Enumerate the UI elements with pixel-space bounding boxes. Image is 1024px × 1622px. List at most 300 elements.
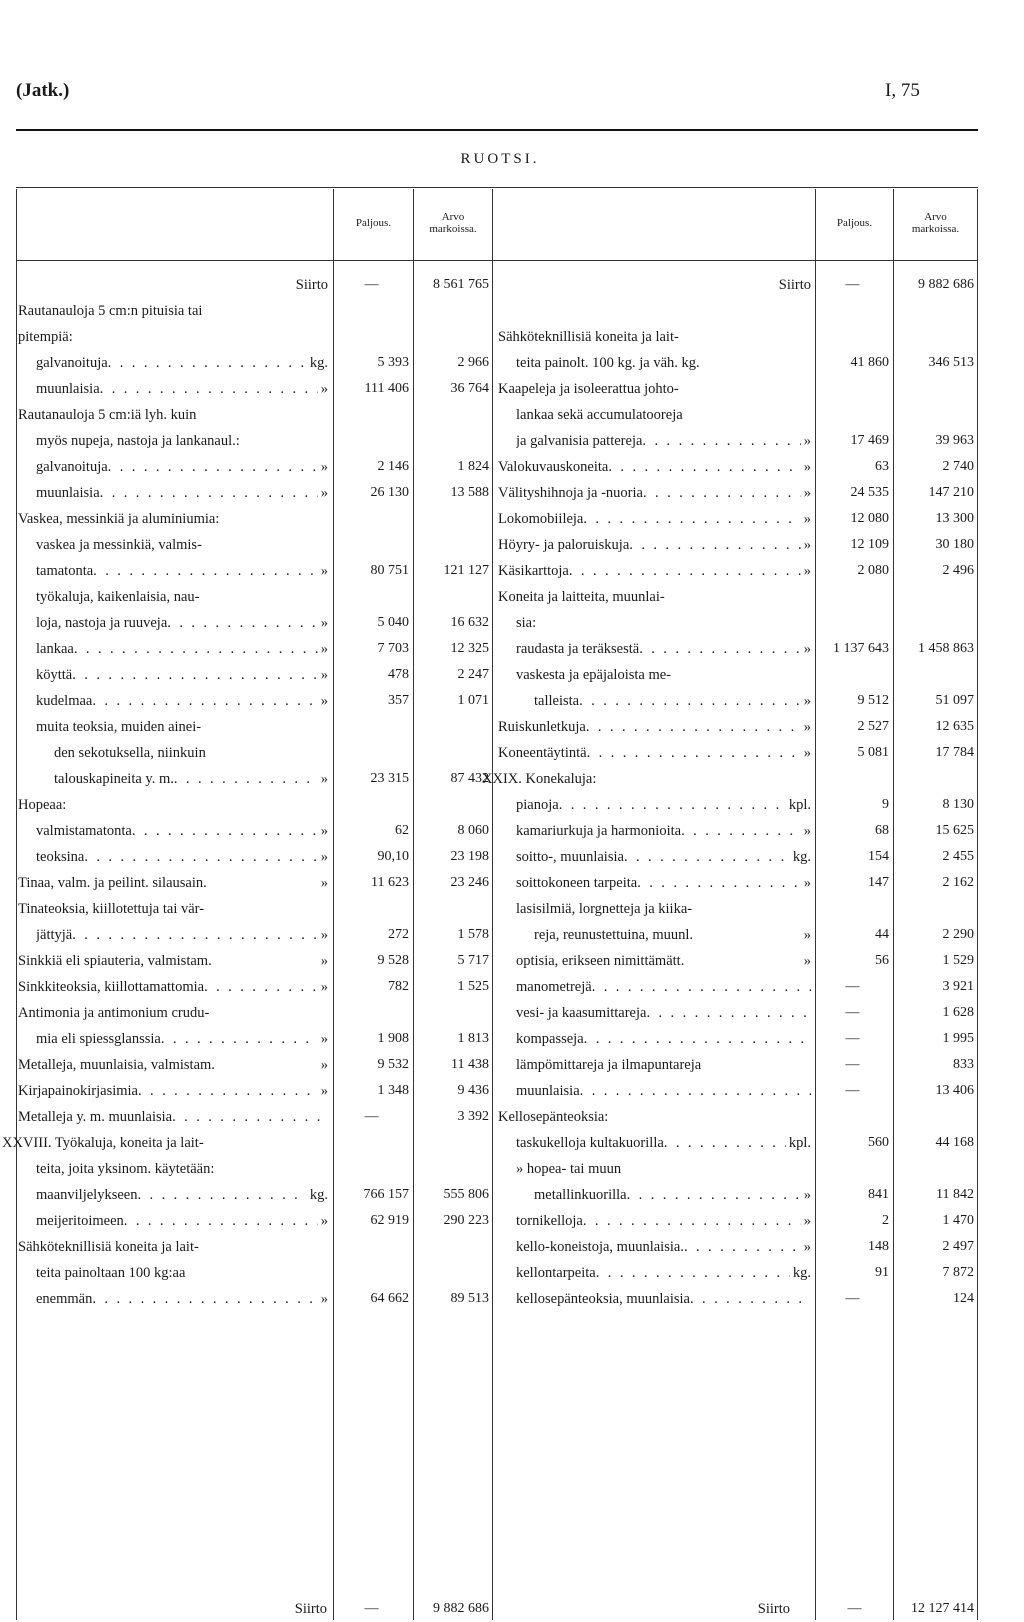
item-label: kompasseja — [516, 1031, 584, 1047]
unit-label: » — [803, 485, 811, 501]
quantity-cell: — — [845, 1291, 860, 1306]
item-label: Metalleja y. m. muunlaisia — [18, 1109, 173, 1125]
dot-leader — [596, 1260, 790, 1286]
item-label: lankaa sekä accumulatooreja — [516, 407, 683, 423]
unit-label: » — [320, 563, 328, 579]
unit-label: kg. — [792, 849, 811, 865]
table-row — [0, 532, 1000, 558]
unit-label: » — [803, 537, 811, 553]
table-row — [0, 688, 1000, 714]
item-label: lämpömittareja ja ilmapuntareja — [516, 1057, 702, 1073]
dot-leader — [681, 818, 801, 844]
rule-under-title — [16, 187, 978, 188]
value-cell: 13 588 — [450, 485, 489, 500]
item-label: ja galvanisia pattereja — [516, 433, 643, 449]
item-label: tamatonta — [36, 563, 94, 579]
top-rule — [16, 129, 978, 131]
dot-leader — [642, 428, 800, 454]
unit-label: » — [320, 927, 328, 943]
item-label: teita painolt. 100 kg. ja väh. kg. — [516, 355, 700, 371]
quantity-cell: — — [845, 1031, 860, 1046]
column-header-quantity-right: Paljous. — [836, 216, 873, 229]
quantity-cell: — — [845, 1083, 860, 1098]
table-row — [0, 1234, 1000, 1260]
item-label: Käsikarttoja — [498, 563, 569, 579]
value-cell: 2 740 — [942, 459, 974, 474]
unit-label: » — [320, 771, 328, 787]
value-cell: 2 496 — [942, 563, 974, 578]
value-cell: 1 995 — [942, 1031, 974, 1046]
quantity-cell: 9 532 — [377, 1057, 409, 1072]
quantity-cell: 782 — [388, 979, 409, 994]
quantity-cell: — — [364, 277, 379, 292]
unit-label: kg. — [309, 1187, 328, 1203]
item-label: galvanoituja — [36, 459, 108, 475]
unit-label: » — [803, 563, 811, 579]
quantity-cell: 272 — [388, 927, 409, 942]
table-row — [0, 1208, 1000, 1234]
value-cell: 12 635 — [935, 719, 974, 734]
item-label: Kellosepänteoksia: — [498, 1109, 609, 1125]
value-cell: 16 632 — [450, 615, 489, 630]
dot-leader — [583, 1208, 801, 1234]
item-label: Sähköteknillisiä koneita ja lait- — [498, 329, 679, 345]
value-cell: 147 210 — [928, 485, 974, 500]
dot-leader — [624, 844, 790, 870]
table-row — [0, 974, 1000, 1000]
table-row — [0, 1130, 1000, 1156]
value-cell: 2 290 — [942, 927, 974, 942]
unit-label: » — [803, 433, 811, 449]
quantity-cell: 147 — [868, 875, 889, 890]
quantity-cell: 41 860 — [850, 355, 889, 370]
dot-leader — [627, 1182, 801, 1208]
item-label: maanviljelykseen — [36, 1187, 138, 1203]
item-label: raudasta ja teräksestä — [516, 641, 640, 657]
unit-label: » — [320, 823, 328, 839]
table-row — [0, 610, 1000, 636]
item-label: kellosepänteoksia, muunlaisia — [516, 1291, 690, 1307]
quantity-cell: 2 527 — [857, 719, 889, 734]
item-label: Sähköteknillisiä koneita ja lait- — [18, 1239, 199, 1255]
unit-label: » — [803, 511, 811, 527]
item-label: teoksina — [36, 849, 85, 865]
value-cell: 36 764 — [450, 381, 489, 396]
value-cell: 9 882 686 — [918, 277, 974, 292]
unit-label: » — [803, 927, 811, 943]
unit-label: » — [320, 459, 328, 475]
dot-leader — [579, 688, 801, 714]
item-label: pianoja — [516, 797, 559, 813]
quantity-cell: 26 130 — [370, 485, 409, 500]
value-cell: 1 578 — [457, 927, 489, 942]
value-cell: 15 625 — [935, 823, 974, 838]
unit-label: » — [803, 719, 811, 735]
value-cell: 555 806 — [443, 1187, 489, 1202]
unit-label: » — [803, 459, 811, 475]
value-cell: 11 438 — [451, 1057, 489, 1072]
value-cell: 9 436 — [457, 1083, 489, 1098]
value-cell: 39 963 — [935, 433, 974, 448]
table-row — [0, 1026, 1000, 1052]
unit-label: » — [803, 953, 811, 969]
dot-leader — [584, 1026, 811, 1052]
item-label: Rautanauloja 5 cm:iä lyh. kuin — [18, 407, 197, 423]
right-carry-over-row — [0, 1596, 1000, 1622]
item-label: Höyry- ja paloruiskuja — [498, 537, 630, 553]
item-label: soitto-, muunlaisia — [516, 849, 624, 865]
item-label: myös nupeja, nastoja ja lankanaul.: — [36, 433, 240, 449]
table-row — [0, 662, 1000, 688]
value-cell: 1 824 — [457, 459, 489, 474]
item-label: kamariurkuja ja harmonioita — [516, 823, 682, 839]
value-cell: 1 470 — [942, 1213, 974, 1228]
item-label: kello-koneistoja, muunlaisia. — [516, 1239, 684, 1255]
quantity-cell: — — [364, 1109, 379, 1124]
value-cell: 13 406 — [935, 1083, 974, 1098]
item-label: » hopea- tai muun — [516, 1161, 622, 1177]
item-label: työkaluja, kaikenlaisia, nau- — [36, 589, 200, 605]
item-label: tornikelloja — [516, 1213, 583, 1229]
quantity-cell: 90,10 — [377, 849, 409, 864]
page-header-left: (Jatk.) — [16, 80, 70, 101]
table-row — [0, 1182, 1000, 1208]
value-cell: 87 432 — [450, 771, 489, 786]
page-number: I, 75 — [885, 80, 920, 101]
quantity-cell: 68 — [875, 823, 889, 838]
quantity-cell: — — [845, 979, 860, 994]
quantity-cell: 1 908 — [377, 1031, 409, 1046]
table-row — [0, 818, 1000, 844]
item-label: loja, nastoja ja ruuveja — [36, 615, 168, 631]
table-row — [0, 792, 1000, 818]
table-row — [0, 298, 1000, 324]
item-label: Hopeaa: — [18, 797, 67, 813]
unit-label: kg. — [792, 1265, 811, 1281]
item-label: Kirjapainokirjasimia — [18, 1083, 138, 1099]
value-cell: 346 513 — [928, 355, 974, 370]
quantity-cell: 12 109 — [850, 537, 889, 552]
item-label: muunlaisia — [36, 381, 100, 397]
unit-label: » — [320, 1057, 328, 1073]
dot-leader — [643, 480, 801, 506]
table-row — [0, 1000, 1000, 1026]
unit-label: » — [320, 615, 328, 631]
unit-label: » — [320, 1213, 328, 1229]
column-header-value-right: Arvo markoissa. — [911, 210, 960, 235]
item-label: vaskesta ja epäjaloista me- — [516, 667, 672, 683]
right-carry-over-value: 12 127 414 — [911, 1601, 974, 1616]
table-row — [0, 1260, 1000, 1286]
value-cell: 1 458 863 — [918, 641, 974, 656]
unit-label: » — [320, 667, 328, 683]
table-row — [0, 766, 1000, 792]
item-label: Tinaa, valm. ja peilint. silausain. — [18, 875, 207, 891]
unit-label: » — [803, 875, 811, 891]
item-label: Koneentäytintä — [498, 745, 587, 761]
unit-label: » — [320, 1083, 328, 1099]
table-row — [0, 402, 1000, 428]
unit-label: » — [803, 1187, 811, 1203]
quantity-cell: 5 040 — [377, 615, 409, 630]
table-row — [0, 324, 1000, 350]
quantity-cell: 63 — [875, 459, 889, 474]
table-row — [0, 714, 1000, 740]
value-cell: 290 223 — [443, 1213, 489, 1228]
quantity-cell: 62 — [395, 823, 409, 838]
quantity-cell: 62 919 — [370, 1213, 409, 1228]
value-cell: 1 525 — [457, 979, 489, 994]
dot-leader — [583, 506, 800, 532]
table-row — [0, 896, 1000, 922]
unit-label: » — [320, 979, 328, 995]
item-label: vesi- ja kaasumittareja — [516, 1005, 647, 1021]
left-carry-over-quantity: — — [364, 1601, 379, 1616]
dot-leader — [569, 558, 801, 584]
value-cell: 1 071 — [457, 693, 489, 708]
item-label: talleista — [534, 693, 580, 709]
quantity-cell: — — [845, 1005, 860, 1020]
item-label: mia eli spiessglanssia — [36, 1031, 161, 1047]
quantity-cell: 2 146 — [377, 459, 409, 474]
dot-leader — [629, 532, 800, 558]
item-label: Välityshihnoja ja -nuoria — [498, 485, 643, 501]
value-cell: 23 198 — [450, 849, 489, 864]
unit-label: » — [320, 875, 328, 891]
unit-label: » — [803, 693, 811, 709]
quantity-cell: 560 — [868, 1135, 889, 1150]
item-label: meijeritoimeen — [36, 1213, 124, 1229]
unit-label: » — [803, 823, 811, 839]
item-label: manometrejä — [516, 979, 592, 995]
item-label: Sinkkiteoksia, kiillottamattomia — [18, 979, 205, 995]
item-label: muunlaisia — [516, 1083, 580, 1099]
value-cell: 2 162 — [942, 875, 974, 890]
unit-label: » — [320, 693, 328, 709]
quantity-cell: 478 — [388, 667, 409, 682]
item-label: valmistamatonta — [36, 823, 132, 839]
value-cell: 1 628 — [942, 1005, 974, 1020]
dot-leader — [592, 974, 811, 1000]
value-cell: 1 813 — [457, 1031, 489, 1046]
quantity-cell: 56 — [875, 953, 889, 968]
unit-label: » — [320, 953, 328, 969]
unit-label: » — [803, 1213, 811, 1229]
unit-label: » — [320, 1291, 328, 1307]
item-label: XXVIII. Työkaluja, koneita ja lait- — [2, 1135, 204, 1151]
table-row — [0, 272, 1000, 298]
table-row — [0, 1286, 1000, 1312]
value-cell: 5 717 — [457, 953, 489, 968]
quantity-cell: 91 — [875, 1265, 889, 1280]
left-carry-over-value: 9 882 686 — [433, 1601, 489, 1616]
table-row — [0, 350, 1000, 376]
value-cell: 7 872 — [942, 1265, 974, 1280]
value-cell: 30 180 — [935, 537, 974, 552]
table-row — [0, 1104, 1000, 1130]
value-cell: 23 246 — [450, 875, 489, 890]
item-label: teita, joita yksinom. käytetään: — [36, 1161, 215, 1177]
item-label: optisia, erikseen nimittämätt. — [516, 953, 685, 969]
value-cell: 89 513 — [450, 1291, 489, 1306]
value-cell: 2 966 — [457, 355, 489, 370]
item-label: metallinkuorilla — [534, 1187, 627, 1203]
unit-label: » — [320, 381, 328, 397]
quantity-cell: 80 751 — [370, 563, 409, 578]
dot-leader — [664, 1130, 786, 1156]
dot-leader — [684, 1234, 801, 1260]
item-label: vaskea ja messinkiä, valmis- — [36, 537, 202, 553]
right-carry-over-quantity: — — [847, 1601, 862, 1616]
dot-leader — [646, 1000, 811, 1026]
column-header-value-left: Arvo markoissa. — [429, 210, 477, 235]
item-label: talouskapineita y. m. — [54, 771, 174, 787]
left-carry-over-label: Siirto — [294, 1601, 327, 1617]
table-row — [0, 922, 1000, 948]
quantity-cell: 9 528 — [377, 953, 409, 968]
quantity-cell: 357 — [388, 693, 409, 708]
item-label: enemmän — [36, 1291, 93, 1307]
item-label: Lokomobiileja — [498, 511, 584, 527]
dot-leader — [580, 1078, 811, 1104]
country-title: RUOTSI. — [460, 151, 540, 167]
right-carry-over-label: Siirto — [757, 1601, 790, 1617]
item-label: Koneita ja laitteita, muunlai- — [498, 589, 665, 605]
quantity-cell: 2 080 — [857, 563, 889, 578]
item-label: muunlaisia — [36, 485, 100, 501]
quantity-cell: 1 137 643 — [833, 641, 889, 656]
value-cell: 12 325 — [450, 641, 489, 656]
table-row — [0, 1156, 1000, 1182]
item-label: Tinateoksia, kiillotettuja tai vär- — [18, 901, 205, 917]
table-row — [0, 558, 1000, 584]
item-label: pitempiä: — [18, 329, 73, 345]
item-label: Vaskea, messinkiä ja aluminiumia: — [18, 511, 220, 527]
table-row — [0, 1078, 1000, 1104]
table-row — [0, 376, 1000, 402]
quantity-cell: 24 535 — [850, 485, 889, 500]
item-label: reja, reunustettuina, muunl. — [534, 927, 694, 943]
item-label: sia: — [516, 615, 537, 631]
value-cell: 44 168 — [935, 1135, 974, 1150]
unit-label: » — [803, 745, 811, 761]
item-label: XXIX. Konekaluja: — [482, 771, 597, 787]
unit-label: » — [320, 849, 328, 865]
value-cell: 3 921 — [942, 979, 974, 994]
quantity-cell: 12 080 — [850, 511, 889, 526]
table-row — [0, 870, 1000, 896]
value-cell: 8 561 765 — [433, 277, 489, 292]
unit-label: » — [320, 641, 328, 657]
item-label: Antimonia ja antimonium crudu- — [18, 1005, 210, 1021]
value-cell: 1 529 — [942, 953, 974, 968]
item-label: Metalleja, muunlaisia, valmistam. — [18, 1057, 215, 1073]
quantity-cell: 17 469 — [850, 433, 889, 448]
table-row — [0, 844, 1000, 870]
unit-label: » — [320, 485, 328, 501]
dot-leader — [559, 792, 786, 818]
quantity-cell: 5 081 — [857, 745, 889, 760]
quantity-cell: 11 623 — [371, 875, 409, 890]
item-label: den sekotuksella, niinkuin — [54, 745, 206, 761]
item-label: köyttä — [36, 667, 73, 683]
table-row — [0, 454, 1000, 480]
value-cell: 833 — [953, 1057, 974, 1072]
dot-leader — [587, 740, 801, 766]
table-row — [0, 740, 1000, 766]
item-label: Sinkkiä eli spiauteria, valmistam. — [18, 953, 212, 969]
item-label: Siirto — [778, 277, 811, 293]
column-header-quantity-left: Paljous. — [355, 216, 392, 229]
table-row — [0, 1052, 1000, 1078]
value-cell: 121 127 — [443, 563, 489, 578]
rule-under-column-headers — [16, 260, 978, 261]
quantity-cell: 148 — [868, 1239, 889, 1254]
item-label: Rautanauloja 5 cm:n pituisia tai — [18, 303, 203, 319]
item-label: kudelmaa — [36, 693, 93, 709]
dot-leader — [586, 714, 801, 740]
value-cell: 51 097 — [935, 693, 974, 708]
table-row — [0, 428, 1000, 454]
quantity-cell: 64 662 — [370, 1291, 409, 1306]
quantity-cell: 2 — [882, 1213, 889, 1228]
item-label: Siirto — [295, 277, 328, 293]
unit-label: » — [320, 1031, 328, 1047]
unit-label: kg. — [309, 355, 328, 371]
item-label: jättyjä — [36, 927, 73, 943]
dot-leader — [637, 870, 801, 896]
dot-leader — [608, 454, 800, 480]
value-cell: 3 392 — [457, 1109, 489, 1124]
item-label: lankaa — [36, 641, 74, 657]
dot-leader — [639, 636, 801, 662]
table-row — [0, 584, 1000, 610]
unit-label: kpl. — [788, 797, 811, 813]
item-label: Ruiskunletkuja — [498, 719, 586, 735]
item-label: galvanoituja — [36, 355, 108, 371]
item-label: muita teoksia, muiden ainei- — [36, 719, 202, 735]
unit-label: » — [803, 1239, 811, 1255]
value-cell: 8 060 — [457, 823, 489, 838]
table-row — [0, 480, 1000, 506]
value-cell: 2 455 — [942, 849, 974, 864]
value-cell: 2 497 — [942, 1239, 974, 1254]
item-label: taskukelloja kultakuorilla — [516, 1135, 664, 1151]
table-row — [0, 506, 1000, 532]
value-cell: 124 — [953, 1291, 974, 1306]
item-label: lasisilmiä, lorgnetteja ja kiika- — [516, 901, 693, 917]
value-cell: 13 300 — [935, 511, 974, 526]
quantity-cell: 111 406 — [364, 381, 409, 396]
table-row — [0, 636, 1000, 662]
table-row — [0, 948, 1000, 974]
value-cell: 11 842 — [936, 1187, 974, 1202]
quantity-cell: 9 — [882, 797, 889, 812]
unit-label: » — [803, 641, 811, 657]
unit-label: kpl. — [788, 1135, 811, 1151]
quantity-cell: 766 157 — [363, 1187, 409, 1202]
item-label: Kaapeleja ja isoleerattua johto- — [498, 381, 679, 397]
value-cell: 17 784 — [935, 745, 974, 760]
value-cell: 2 247 — [457, 667, 489, 682]
item-label: kellontarpeita — [516, 1265, 596, 1281]
quantity-cell: 44 — [875, 927, 889, 942]
quantity-cell: 9 512 — [857, 693, 889, 708]
dot-leader — [690, 1286, 811, 1312]
item-label: soittokoneen tarpeita — [516, 875, 638, 891]
item-label: Valokuvauskoneita — [498, 459, 609, 475]
quantity-cell: 154 — [868, 849, 889, 864]
